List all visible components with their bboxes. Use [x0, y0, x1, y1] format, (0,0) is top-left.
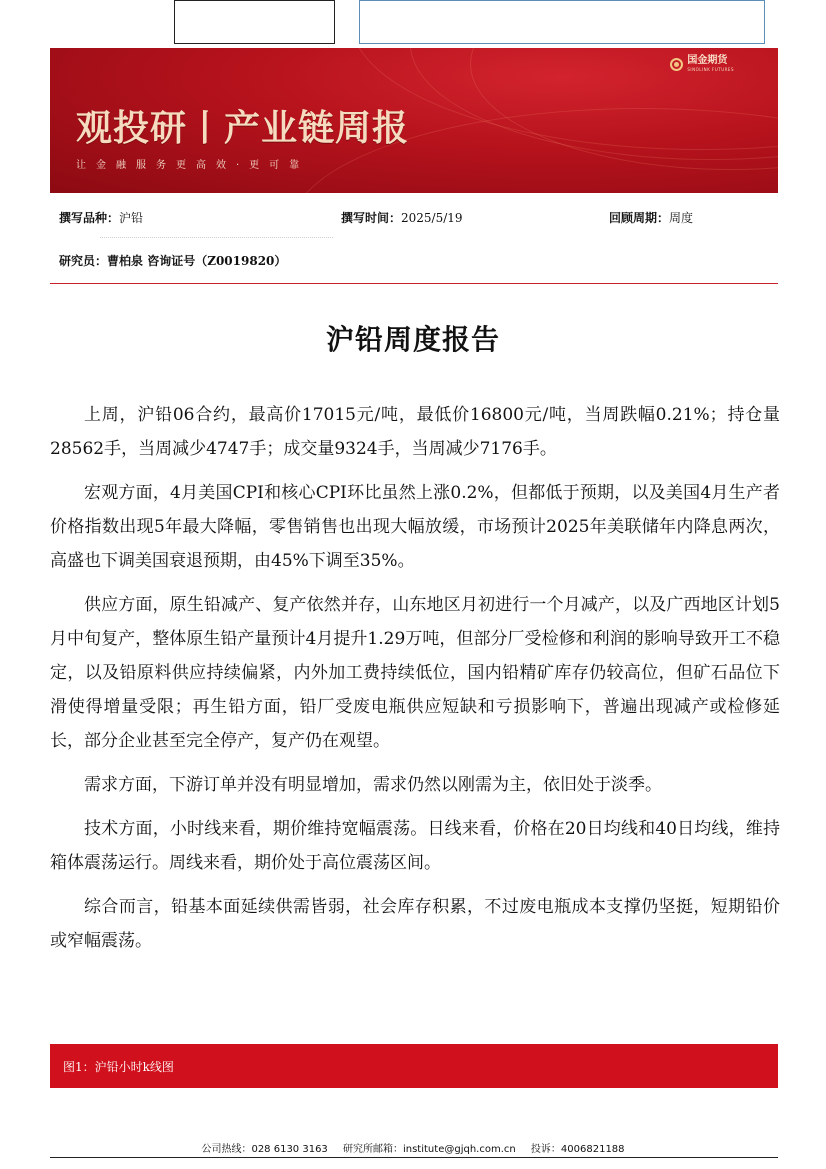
meta-time-label: 撰写时间： [341, 211, 402, 225]
figure-caption-bar [50, 1044, 778, 1088]
paragraph-price: 上周，沪铅06合约，最高价17015元/吨，最低价16800元/吨，当周跌幅0.21%；持仓量28562手，当周减少4747手；成交量9324手，当周减少7176手。 [50, 405, 780, 459]
meta-variety [59, 209, 143, 226]
paragraph-technical: 技术方面，小时线来看，期价维持宽幅震荡。日线来看，价格在20日均线和40日均线，维持箱体震荡运行。周线来看，期价处于高位震荡区间。 [50, 819, 780, 873]
meta-researcher-value: 曹柏泉 咨询证号（Z0019820） [107, 254, 287, 268]
paragraph-supply: 供应方面，原生铅减产、复产依然并存，山东地区月初进行一个月减产，以及广西地区计划5月中旬复产，整体原生铅产量预计4月提升1.29万吨，但部分厂受检修和利润的影响导致开工不稳定，以及铅原料供应持续偏紧，内外加工费持续低位，国内铅精矿库存仍较高位，但矿石品位下滑使得增量受限；再生铅方面，铅厂受废电瓶供应短缺和亏损影响下，普遍出现减产或检修延长，部分企业甚至完全停产，复产仍在观望。 [50, 595, 780, 751]
footer-complaint: 投诉：4006821188 [530, 1144, 625, 1155]
footer-divider [50, 1157, 778, 1158]
header-box-left [174, 0, 335, 44]
banner-subtitle: 让金融服务更高效·更可靠 [76, 160, 310, 171]
report-banner [50, 48, 778, 193]
paragraph-demand: 需求方面，下游订单并没有明显增加，需求仍然以刚需为主，依旧处于淡季。 [84, 775, 662, 795]
header-box-right [359, 0, 765, 44]
figure-caption: 图1：沪铅小时k线图 [63, 1060, 174, 1074]
page-footer [0, 1140, 826, 1155]
meta-time-value: 2025/5/19 [401, 211, 463, 225]
logo-chinese-name: 国金期货 [687, 55, 728, 66]
dotted-divider [100, 237, 333, 238]
footer-hotline: 公司热线：028 6130 3163 [201, 1144, 328, 1155]
meta-researcher [59, 252, 286, 269]
paragraph-macro: 宏观方面，4月美国CPI和核心CPI环比虽然上涨0.2%，但都低于预期，以及美国4月生产者价格指数出现5年最大降幅，零售销售也出现大幅放缓，市场预计2025年美联储年内降息两次，高盛也下调美国衰退预期，由45%下调至35%。 [50, 483, 780, 571]
meta-cycle [609, 209, 693, 226]
meta-cycle-label: 回顾周期： [609, 211, 670, 225]
meta-variety-value: 沪铅 [119, 211, 144, 225]
logo-circle-icon [670, 58, 683, 71]
meta-cycle-value: 周度 [669, 211, 694, 225]
report-title: 沪铅周度报告 [325, 323, 500, 356]
report-body [50, 398, 780, 968]
meta-time [341, 209, 463, 226]
meta-researcher-label: 研究员： [59, 254, 108, 268]
logo-english-name: SINOLINK FUTURES [687, 67, 734, 72]
header-divider [50, 283, 778, 284]
banner-title: 观投研丨产业链周报 [76, 108, 410, 149]
company-logo [670, 56, 734, 72]
paragraph-summary: 综合而言，铅基本面延续供需皆弱，社会库存积累，不过废电瓶成本支撑仍坚挺，短期铅价或窄幅震荡。 [50, 897, 780, 951]
meta-variety-label: 撰写品种： [59, 211, 120, 225]
footer-email: 研究所邮箱：institute@gjqh.com.cn [342, 1144, 516, 1155]
